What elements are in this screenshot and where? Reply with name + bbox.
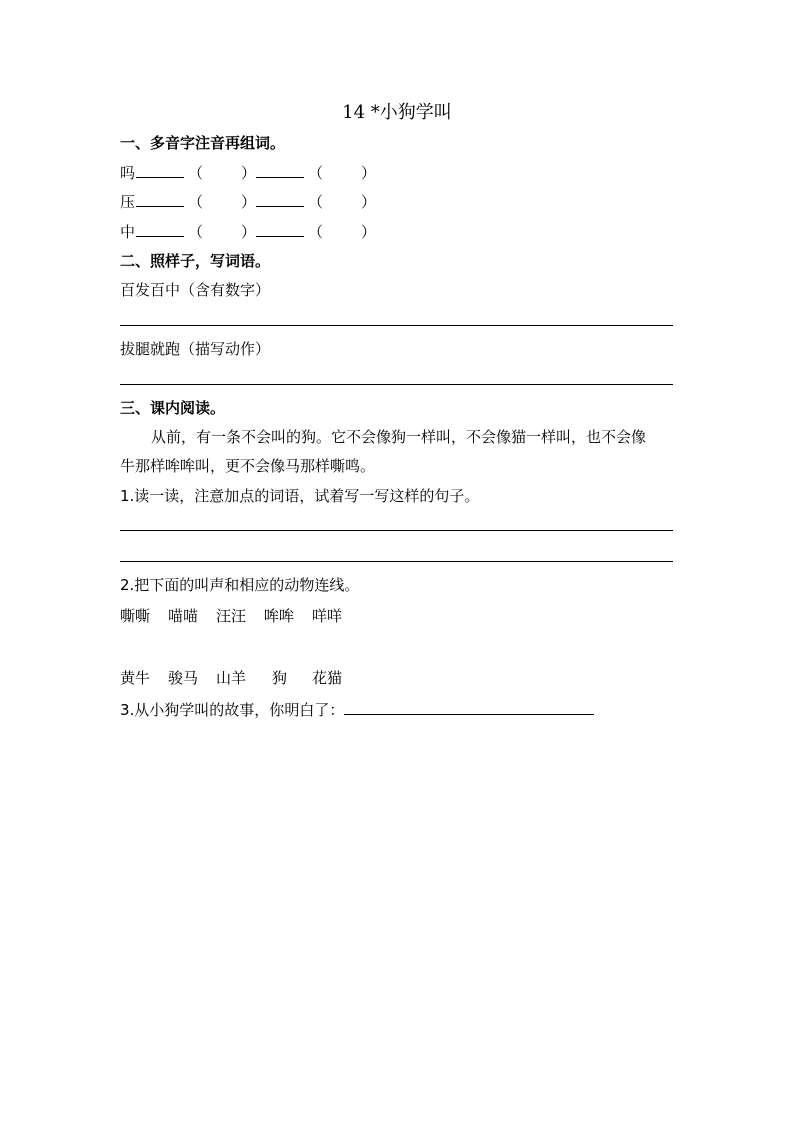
word-blank[interactable] xyxy=(136,163,184,178)
paren-close: ） xyxy=(361,223,377,241)
polyphone-row xyxy=(120,192,376,211)
polyphone-row xyxy=(120,222,376,241)
example-phrase: 拔腿就跑（描写动作） xyxy=(120,340,271,358)
answer-line[interactable] xyxy=(120,530,673,531)
question-1: 1.读一读，注意加点的词语，试着写一写这样的句子。 xyxy=(120,487,480,505)
paren-open: （ xyxy=(188,164,204,182)
animal-word[interactable]: 骏马 xyxy=(168,669,199,687)
question-3-text: 3.从小狗学叫的故事，你明白了： xyxy=(120,701,345,719)
question-3 xyxy=(120,700,594,719)
animal-word[interactable]: 花猫 xyxy=(312,669,343,687)
animal-word[interactable]: 狗 xyxy=(272,669,288,687)
sound-word[interactable]: 嘶嘶 xyxy=(120,607,151,625)
question-2: 2.把下面的叫声和相应的动物连线。 xyxy=(120,576,360,594)
paren-close: ） xyxy=(241,164,257,182)
paren-open: （ xyxy=(308,193,324,211)
section1-heading: 一、多音字注音再组词。 xyxy=(120,134,286,152)
word-blank[interactable] xyxy=(136,222,184,237)
paren-close: ） xyxy=(361,193,377,211)
example-phrase: 百发百中（含有数字） xyxy=(120,281,271,299)
section3-heading: 三、课内阅读。 xyxy=(120,399,226,417)
polyphone-row xyxy=(120,163,376,182)
animal-word[interactable]: 山羊 xyxy=(216,669,247,687)
passage-line: 牛那样哞哞叫，更不会像马那样嘶鸣。 xyxy=(120,457,376,475)
word-blank[interactable] xyxy=(256,192,304,207)
section2-heading: 二、照样子，写词语。 xyxy=(120,252,271,270)
paren-open: （ xyxy=(308,164,324,182)
paren-close: ） xyxy=(241,223,257,241)
sound-word[interactable]: 喵喵 xyxy=(168,607,199,625)
word-blank[interactable] xyxy=(136,192,184,207)
polyphone-char: 中 xyxy=(120,223,136,241)
paren-open: （ xyxy=(188,193,204,211)
paren-open: （ xyxy=(308,223,324,241)
paren-open: （ xyxy=(188,223,204,241)
page-title: 14 *小狗学叫 xyxy=(342,102,452,123)
word-blank[interactable] xyxy=(256,222,304,237)
answer-line[interactable] xyxy=(120,561,673,562)
answer-blank[interactable] xyxy=(344,700,594,715)
passage-line: 从前，有一条不会叫的狗。它不会像狗一样叫，不会像猫一样叫，也不会像 xyxy=(151,428,647,446)
sound-word[interactable]: 咩咩 xyxy=(312,607,343,625)
paren-close: ） xyxy=(361,164,377,182)
answer-line[interactable] xyxy=(120,325,673,326)
answer-line[interactable] xyxy=(120,384,673,385)
polyphone-char: 吗 xyxy=(120,164,136,182)
polyphone-char: 压 xyxy=(120,193,136,211)
sound-word[interactable]: 哞哞 xyxy=(264,607,295,625)
word-blank[interactable] xyxy=(256,163,304,178)
animal-word[interactable]: 黄牛 xyxy=(120,669,151,687)
paren-close: ） xyxy=(241,193,257,211)
sound-word[interactable]: 汪汪 xyxy=(216,607,247,625)
